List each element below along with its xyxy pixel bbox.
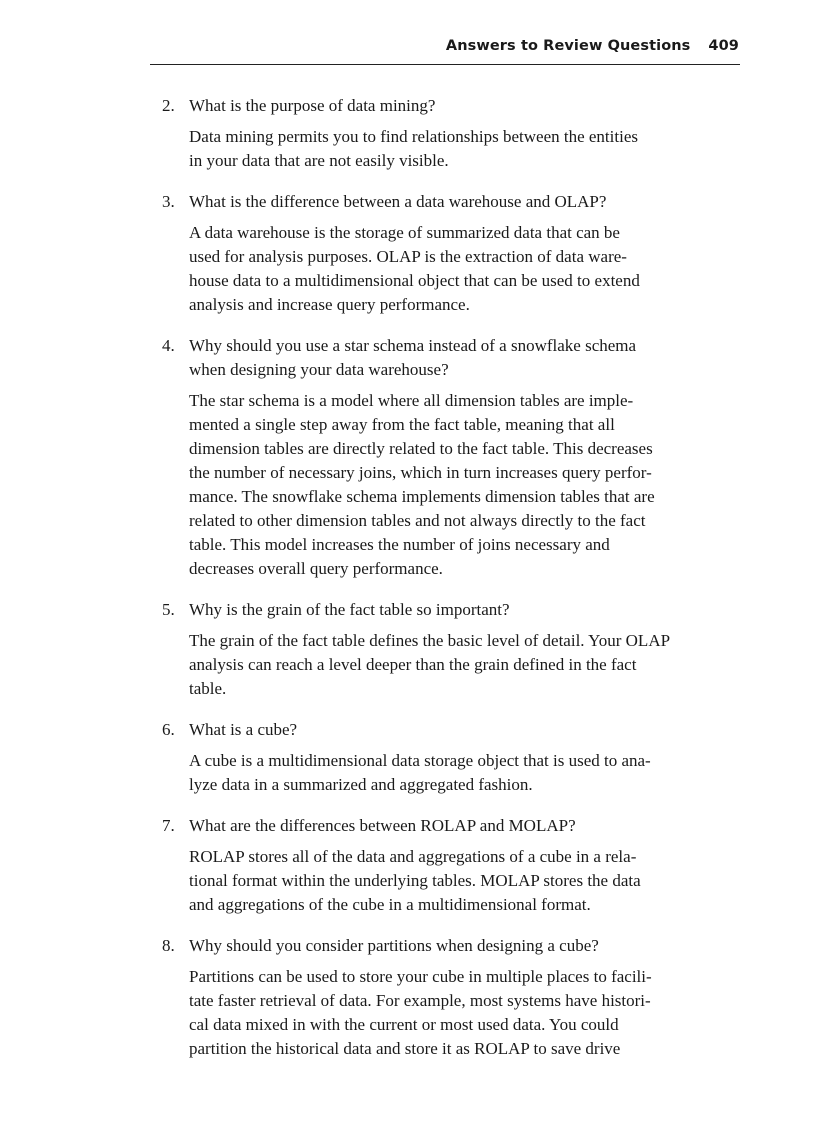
answer-text: [189, 125, 722, 173]
answer-text: [189, 749, 722, 797]
question-line: Why is the grain of the fact table so important?: [189, 600, 510, 619]
question-number: 3.: [162, 192, 175, 211]
review-answers-list: [162, 94, 722, 1078]
answer-line: analysis can reach a level deeper than the grain defined in the fact: [189, 655, 637, 674]
question-text: [189, 190, 722, 214]
question-text: [189, 718, 722, 742]
answer-line: tional format within the underlying tables. MOLAP stores the data: [189, 871, 641, 890]
answer-line: mented a single step away from the fact table, meaning that all: [189, 415, 615, 434]
answer-line: The grain of the fact table defines the basic level of detail. Your OLAP: [189, 631, 671, 650]
question-line: Why should you consider partitions when designing a cube?: [189, 936, 599, 955]
answer-line: A data warehouse is the storage of summarized data that can be: [189, 223, 620, 242]
qa-item: [162, 934, 722, 1061]
qa-item: [162, 334, 722, 581]
question-text: [189, 334, 722, 382]
qa-item: [162, 598, 722, 701]
answer-text: [189, 845, 722, 917]
answer-text: [189, 965, 722, 1061]
answer-line: Data mining permits you to find relationships between the entities: [189, 127, 638, 146]
question-line: What is a cube?: [189, 720, 298, 739]
question-number: 6.: [162, 720, 175, 739]
question-text: [189, 934, 722, 958]
answer-text: [189, 389, 722, 581]
qa-item: [162, 814, 722, 917]
answer-line: the number of necessary joins, which in turn increases query perfor-: [189, 463, 652, 482]
answer-line: Partitions can be used to store your cube in multiple places to facili-: [189, 967, 652, 986]
qa-item: [162, 190, 722, 317]
answer-line: tate faster retrieval of data. For example, most systems have histori-: [189, 991, 651, 1010]
answer-text: [189, 629, 722, 701]
question-text: [189, 94, 722, 118]
answer-text: [189, 221, 722, 317]
answer-line: A cube is a multidimensional data storage object that is used to ana-: [189, 751, 651, 770]
chapter-title: Answers to Review Questions: [445, 38, 691, 54]
question-number: 2.: [162, 96, 175, 115]
question-line: when designing your data warehouse?: [189, 360, 449, 379]
question-number: 4.: [162, 336, 175, 355]
answer-line: used for analysis purposes. OLAP is the extraction of data ware-: [189, 247, 627, 266]
answer-line: mance. The snowflake schema implements dimension tables that are: [189, 487, 655, 506]
question-text: [189, 598, 722, 622]
answer-line: dimension tables are directly related to the fact table. This decreases: [189, 439, 653, 458]
qa-item: [162, 718, 722, 797]
question-number: 8.: [162, 936, 175, 955]
answer-line: table. This model increases the number of joins necessary and: [189, 535, 610, 554]
answer-line: house data to a multidimensional object that can be used to extend: [189, 271, 640, 290]
answer-line: related to other dimension tables and not always directly to the fact: [189, 511, 646, 530]
qa-item: [162, 94, 722, 173]
answer-line: cal data mixed in with the current or most used data. You could: [189, 1015, 619, 1034]
answer-line: table.: [189, 679, 227, 698]
page-number: 409: [708, 38, 739, 54]
answer-line: ROLAP stores all of the data and aggregations of a cube in a rela-: [189, 847, 637, 866]
answer-line: The star schema is a model where all dimension tables are imple-: [189, 391, 634, 410]
answer-line: partition the historical data and store it as ROLAP to save drive: [189, 1039, 621, 1058]
answer-line: in your data that are not easily visible.: [189, 151, 449, 170]
answer-line: decreases overall query performance.: [189, 559, 443, 578]
question-number: 5.: [162, 600, 175, 619]
running-header: [150, 38, 740, 65]
question-line: What is the purpose of data mining?: [189, 96, 436, 115]
question-line: What are the differences between ROLAP and MOLAP?: [189, 816, 576, 835]
answer-line: and aggregations of the cube in a multidimensional format.: [189, 895, 591, 914]
question-number: 7.: [162, 816, 175, 835]
question-line: What is the difference between a data warehouse and OLAP?: [189, 192, 607, 211]
answer-line: lyze data in a summarized and aggregated fashion.: [189, 775, 533, 794]
answer-line: analysis and increase query performance.: [189, 295, 470, 314]
question-text: [189, 814, 722, 838]
question-line: Why should you use a star schema instead of a snowflake schema: [189, 336, 637, 355]
